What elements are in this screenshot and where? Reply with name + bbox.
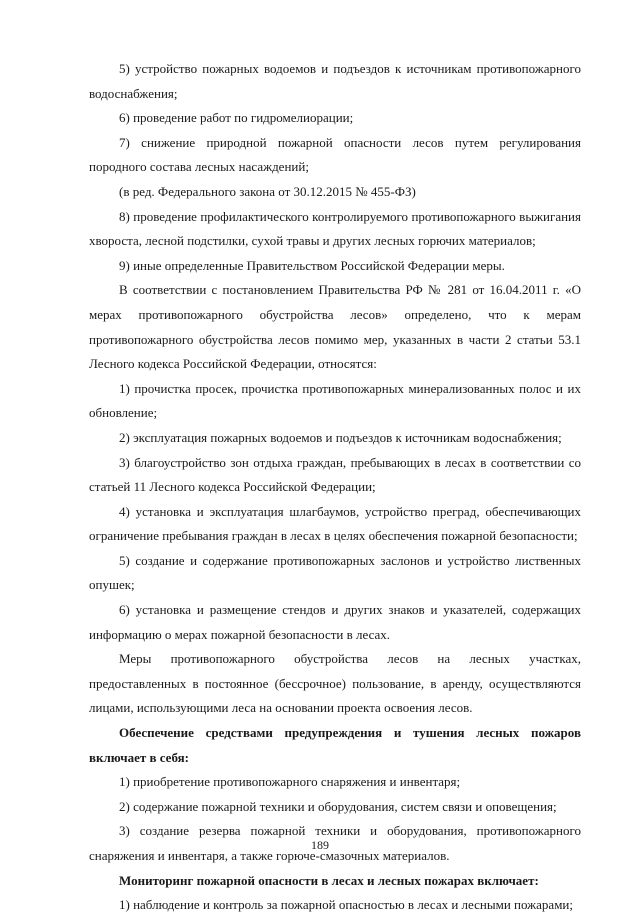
list-item: 7) снижение природной пожарной опасности лесов путем регулирования породного состава лесных насаждений; [89,134,581,175]
list-item: 3) создание резерва пожарной техники и оборудования, противопожарного снаряжения и инвентаря, а также горюче-смазочных материалов. [89,823,581,863]
list-item: 2) эксплуатация пожарных водоемов и подъездов к источникам водоснабжения; [119,429,562,445]
body-paragraph: В соответствии с постановлением Правительства РФ № 281 от 16.04.2011 г. «О мерах противопожарного обустройства лесов» определено, что к мерам противопожарного обустройства лесов помимо мер, указанных в части 2 статьи 53.1 Лесного кодекса Российской Федерации, относятся: [89,282,581,372]
page-body [89,57,581,918]
page-number: 189 [311,838,329,852]
list-item: 1) прочистка просек, прочистка противопожарных минерализованных полос и их обновление; [89,380,581,421]
section-heading: Обеспечение средствами предупреждения и тушения лесных пожаров включает в себя: [89,725,581,765]
list-item: 4) установка и эксплуатация шлагбаумов, устройство преград, обеспечивающих ограничение пребывания граждан в лесах в целях обеспечения пожарной безопасности; [89,503,581,544]
list-item: 9) иные определенные Правительством Российской Федерации меры. [119,257,505,273]
section-heading: Мониторинг пожарной опасности в лесах и лесных пожарах включает: [119,872,539,888]
list-item: 2) содержание пожарной техники и оборудования, систем связи и оповещения; [119,798,557,814]
list-item: 3) благоустройство зон отдыха граждан, пребывающих в лесах в соответствии со статьей 11 Лесного кодекса Российской Федерации; [89,454,581,495]
list-item: 1) наблюдение и контроль за пожарной опасностью в лесах и лесными пожарами; [119,897,573,913]
list-item: 6) установка и размещение стендов и других знаков и указателей, содержащих информацию о мерах пожарной безопасности в лесах. [89,602,581,642]
list-item: 6) проведение работ по гидромелиорации; [119,110,354,126]
list-item: 1) приобретение противопожарного снаряжения и инвентаря; [119,774,461,790]
list-item: 8) проведение профилактического контролируемого противопожарного выжигания хвороста, лесной подстилки, сухой травы и других лесных горючих материалов; [89,208,581,249]
list-item: 5) устройство пожарных водоемов и подъездов к источникам противопожарного водоснабжения; [89,61,581,101]
amendment-note: (в ред. Федерального закона от 30.12.2015 № 455-ФЗ) [119,183,416,199]
body-paragraph: Меры противопожарного обустройства лесов на лесных участках, предоставленных в постоянное (бессрочное) пользование, в аренду, осуществляются лицами, использующими леса на основании проекта освоения лесов. [89,651,581,716]
list-item: 5) создание и содержание противопожарных заслонов и устройство лиственных опушек; [89,552,581,593]
